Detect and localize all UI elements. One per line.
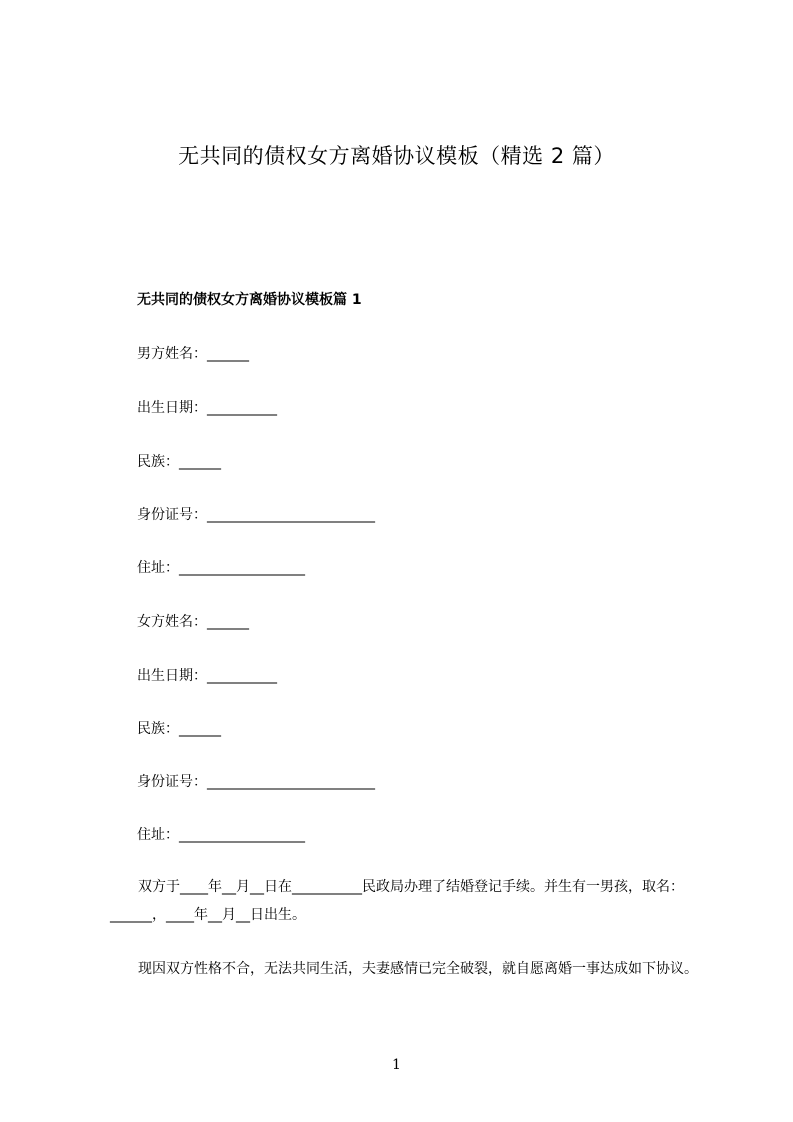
female-id-number-field: 身份证号：________________________ xyxy=(137,774,375,790)
female-ethnicity-field: 民族：______ xyxy=(137,721,221,737)
male-ethnicity-field: 民族：______ xyxy=(137,454,221,470)
male-birthdate-field: 出生日期：__________ xyxy=(137,400,277,416)
female-address-field: 住址：__________________ xyxy=(137,827,305,843)
male-name-field: 男方姓名：______ xyxy=(137,346,249,362)
male-id-number-field: 身份证号：________________________ xyxy=(137,507,375,523)
page-number: 1 xyxy=(392,1057,401,1073)
marriage-registration-paragraph: 双方于____年__月__日在__________民政局办理了结婚登记手续。并生有一男孩，取名：______，____年__月__日出生。 xyxy=(110,879,684,923)
female-name-field: 女方姓名：______ xyxy=(137,614,249,630)
section-heading: 无共同的债权女方离婚协议模板篇 1 xyxy=(137,292,362,308)
document-title: 无共同的债权女方离婚协议模板（精选 2 篇） xyxy=(178,144,615,168)
male-address-field: 住址：__________________ xyxy=(137,560,305,576)
female-birthdate-field: 出生日期：__________ xyxy=(137,668,277,684)
divorce-reason-paragraph: 现因双方性格不合，无法共同生活，夫妻感情已完全破裂，就自愿离婚一事达成如下协议。 xyxy=(138,961,698,977)
